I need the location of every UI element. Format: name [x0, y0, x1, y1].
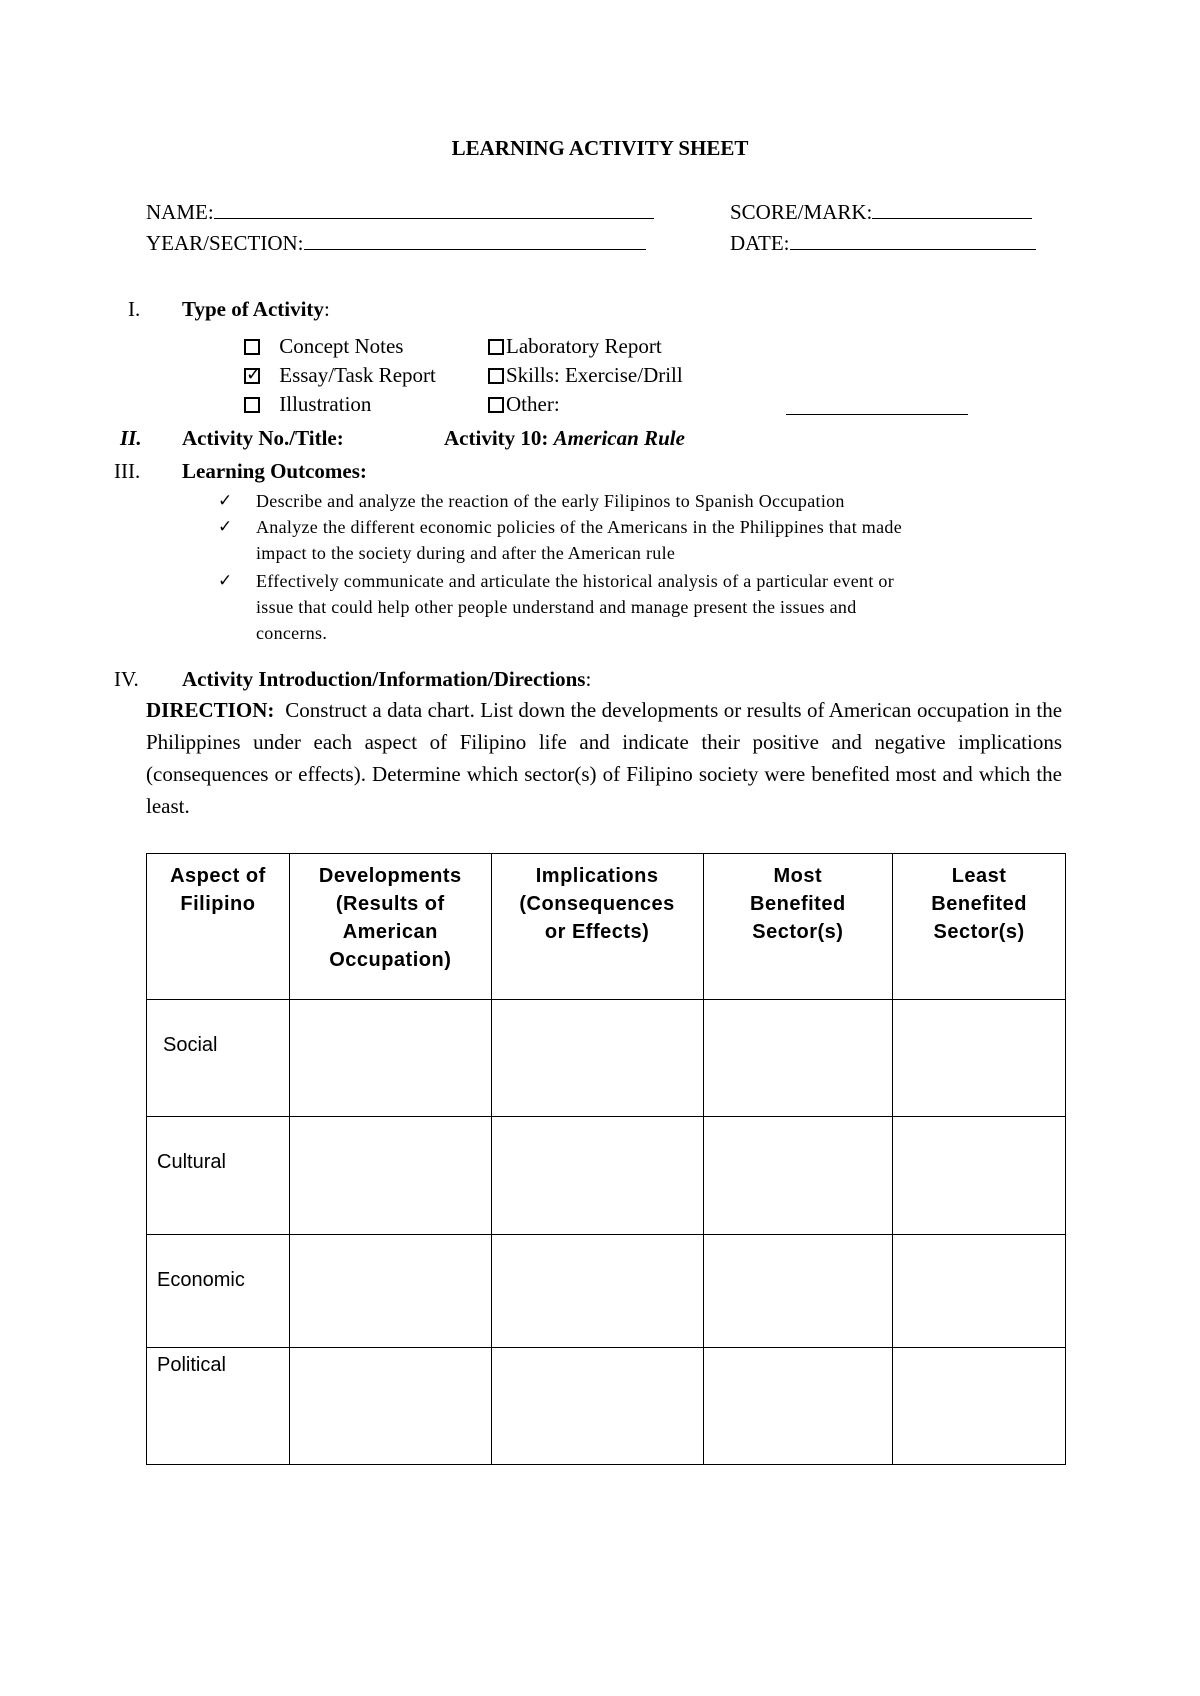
header-line: Sector(s): [933, 921, 1025, 943]
section-4-title: Activity Introduction/Information/Directions: [182, 667, 586, 691]
option-label: Other:: [506, 392, 560, 416]
least-benefited-cell[interactable]: [893, 1348, 1066, 1465]
page-title: LEARNING ACTIVITY SHEET: [451, 136, 749, 160]
option-label: Concept Notes: [279, 334, 404, 358]
outcome-text: Analyze the different economic policies of the Americans in the Philippines that made: [256, 517, 902, 537]
table-row: [147, 1117, 1066, 1235]
check-icon: ✓: [218, 517, 233, 537]
least-benefited-cell[interactable]: [893, 1117, 1066, 1235]
outcome-item: [218, 568, 1058, 646]
least-benefited-cell[interactable]: [893, 1000, 1066, 1117]
check-icon: ✓: [218, 491, 233, 511]
check-icon: ✓: [218, 571, 233, 591]
name-blank[interactable]: [214, 200, 654, 219]
name-field[interactable]: [146, 200, 654, 225]
table-row: [147, 1348, 1066, 1465]
option-label: Skills: Exercise/Drill: [506, 363, 683, 387]
checkbox-skills-exercise-drill[interactable]: [488, 368, 504, 384]
section-2-title: Activity No./Title:: [182, 426, 344, 450]
implications-cell[interactable]: [491, 1117, 703, 1235]
option-label: Illustration: [279, 392, 372, 416]
score-label: SCORE/MARK:: [730, 200, 873, 224]
header-line: Developments: [318, 865, 462, 887]
date-label: DATE:: [730, 231, 790, 255]
header-line: (Results of: [335, 893, 445, 915]
activity-name: American Rule: [553, 426, 685, 450]
direction-text: Construct a data chart. List down the developments or results of American occupation in the Philippines under each aspect of Filipino life and indicate their positive and negative implications (consequences or effects). Determine which sector(s) of Filipino society were benefited most and which the least.: [146, 698, 1063, 818]
table-header-row: [147, 854, 1066, 1000]
section-4-heading: [182, 667, 591, 692]
most-benefited-cell[interactable]: [703, 1235, 893, 1348]
option-skills-exercise-drill[interactable]: [488, 363, 683, 388]
directions-paragraph: [146, 694, 1062, 822]
least-benefited-cell[interactable]: [893, 1235, 1066, 1348]
score-blank[interactable]: [872, 200, 1032, 219]
header-line: Occupation): [329, 949, 452, 971]
aspect-cell: Political: [147, 1348, 290, 1465]
option-essay-task-report[interactable]: [244, 363, 436, 388]
option-laboratory-report[interactable]: [488, 334, 662, 359]
other-blank[interactable]: [786, 396, 968, 415]
checkbox-other[interactable]: [488, 397, 504, 413]
header-developments: [289, 854, 491, 1000]
option-label: Laboratory Report: [506, 334, 662, 358]
table-row: [147, 1000, 1066, 1117]
header-implications: [491, 854, 703, 1000]
option-other[interactable]: [488, 392, 560, 417]
score-field[interactable]: [730, 200, 1032, 225]
option-illustration[interactable]: [244, 392, 371, 417]
header-line: (Consequences: [519, 893, 675, 915]
header-aspect: [147, 854, 290, 1000]
header-line: Filipino: [180, 893, 256, 915]
direction-label: DIRECTION:: [146, 698, 275, 722]
section-2-number: II.: [120, 426, 142, 450]
outcome-item: [218, 488, 1058, 514]
header-line: Least: [951, 865, 1007, 887]
most-benefited-cell[interactable]: [703, 1348, 893, 1465]
implications-cell[interactable]: [491, 1000, 703, 1117]
header-line: American: [342, 921, 438, 943]
activity-prefix: Activity 10:: [444, 426, 554, 450]
developments-cell[interactable]: [289, 1117, 491, 1235]
outcome-text: Describe and analyze the reaction of the early Filipinos to Spanish Occupation: [256, 491, 845, 511]
developments-cell[interactable]: [289, 1348, 491, 1465]
checkbox-illustration[interactable]: [244, 397, 260, 413]
header-most-benefited: [703, 854, 893, 1000]
header-line: Implications: [535, 865, 659, 887]
checkbox-essay-task-report[interactable]: [244, 368, 260, 384]
aspect-cell: Social: [147, 1000, 290, 1117]
aspect-cell: Cultural: [147, 1117, 290, 1235]
most-benefited-cell[interactable]: [703, 1117, 893, 1235]
header-line: Benefited: [931, 893, 1027, 915]
year-section-field[interactable]: [146, 231, 646, 256]
name-label: NAME:: [146, 200, 214, 224]
data-chart-table: [146, 853, 1066, 1465]
aspect-cell: Economic: [147, 1235, 290, 1348]
section-1-title: Type of Activity: [182, 297, 324, 321]
outcome-text-continued: issue that could help other people understand and manage present the issues and: [256, 597, 857, 617]
header-line: Benefited: [750, 893, 846, 915]
checkbox-laboratory-report[interactable]: [488, 339, 504, 355]
implications-cell[interactable]: [491, 1235, 703, 1348]
date-field[interactable]: [730, 231, 1036, 256]
outcome-text-continued: concerns.: [256, 623, 328, 643]
section-4-number: IV.: [114, 667, 139, 691]
section-3-number: III.: [114, 459, 141, 483]
outcome-item: [218, 514, 1058, 566]
section-1-number: I.: [128, 297, 141, 321]
developments-cell[interactable]: [289, 1000, 491, 1117]
most-benefited-cell[interactable]: [703, 1000, 893, 1117]
option-concept-notes[interactable]: [244, 334, 403, 359]
activity-title: [444, 426, 685, 451]
header-line: Sector(s): [752, 921, 844, 943]
header-line: or Effects): [544, 921, 650, 943]
section-3-title: Learning Outcomes:: [182, 459, 367, 483]
developments-cell[interactable]: [289, 1235, 491, 1348]
header-line: Most: [773, 865, 823, 887]
outcome-text-continued: impact to the society during and after the American rule: [256, 543, 676, 563]
checkbox-concept-notes[interactable]: [244, 339, 260, 355]
header-line: Aspect of: [170, 865, 266, 887]
section-4-colon: :: [585, 667, 592, 691]
date-blank[interactable]: [790, 231, 1036, 250]
section-1-heading: [182, 297, 330, 322]
section-1-colon: :: [323, 297, 330, 321]
table-row: [147, 1235, 1066, 1348]
year-section-label: YEAR/SECTION:: [146, 231, 304, 255]
option-label: Essay/Task Report: [279, 363, 436, 387]
year-section-blank[interactable]: [304, 231, 646, 250]
implications-cell[interactable]: [491, 1348, 703, 1465]
outcome-text: Effectively communicate and articulate the historical analysis of a particular event or: [256, 571, 895, 591]
header-least-benefited: [893, 854, 1066, 1000]
